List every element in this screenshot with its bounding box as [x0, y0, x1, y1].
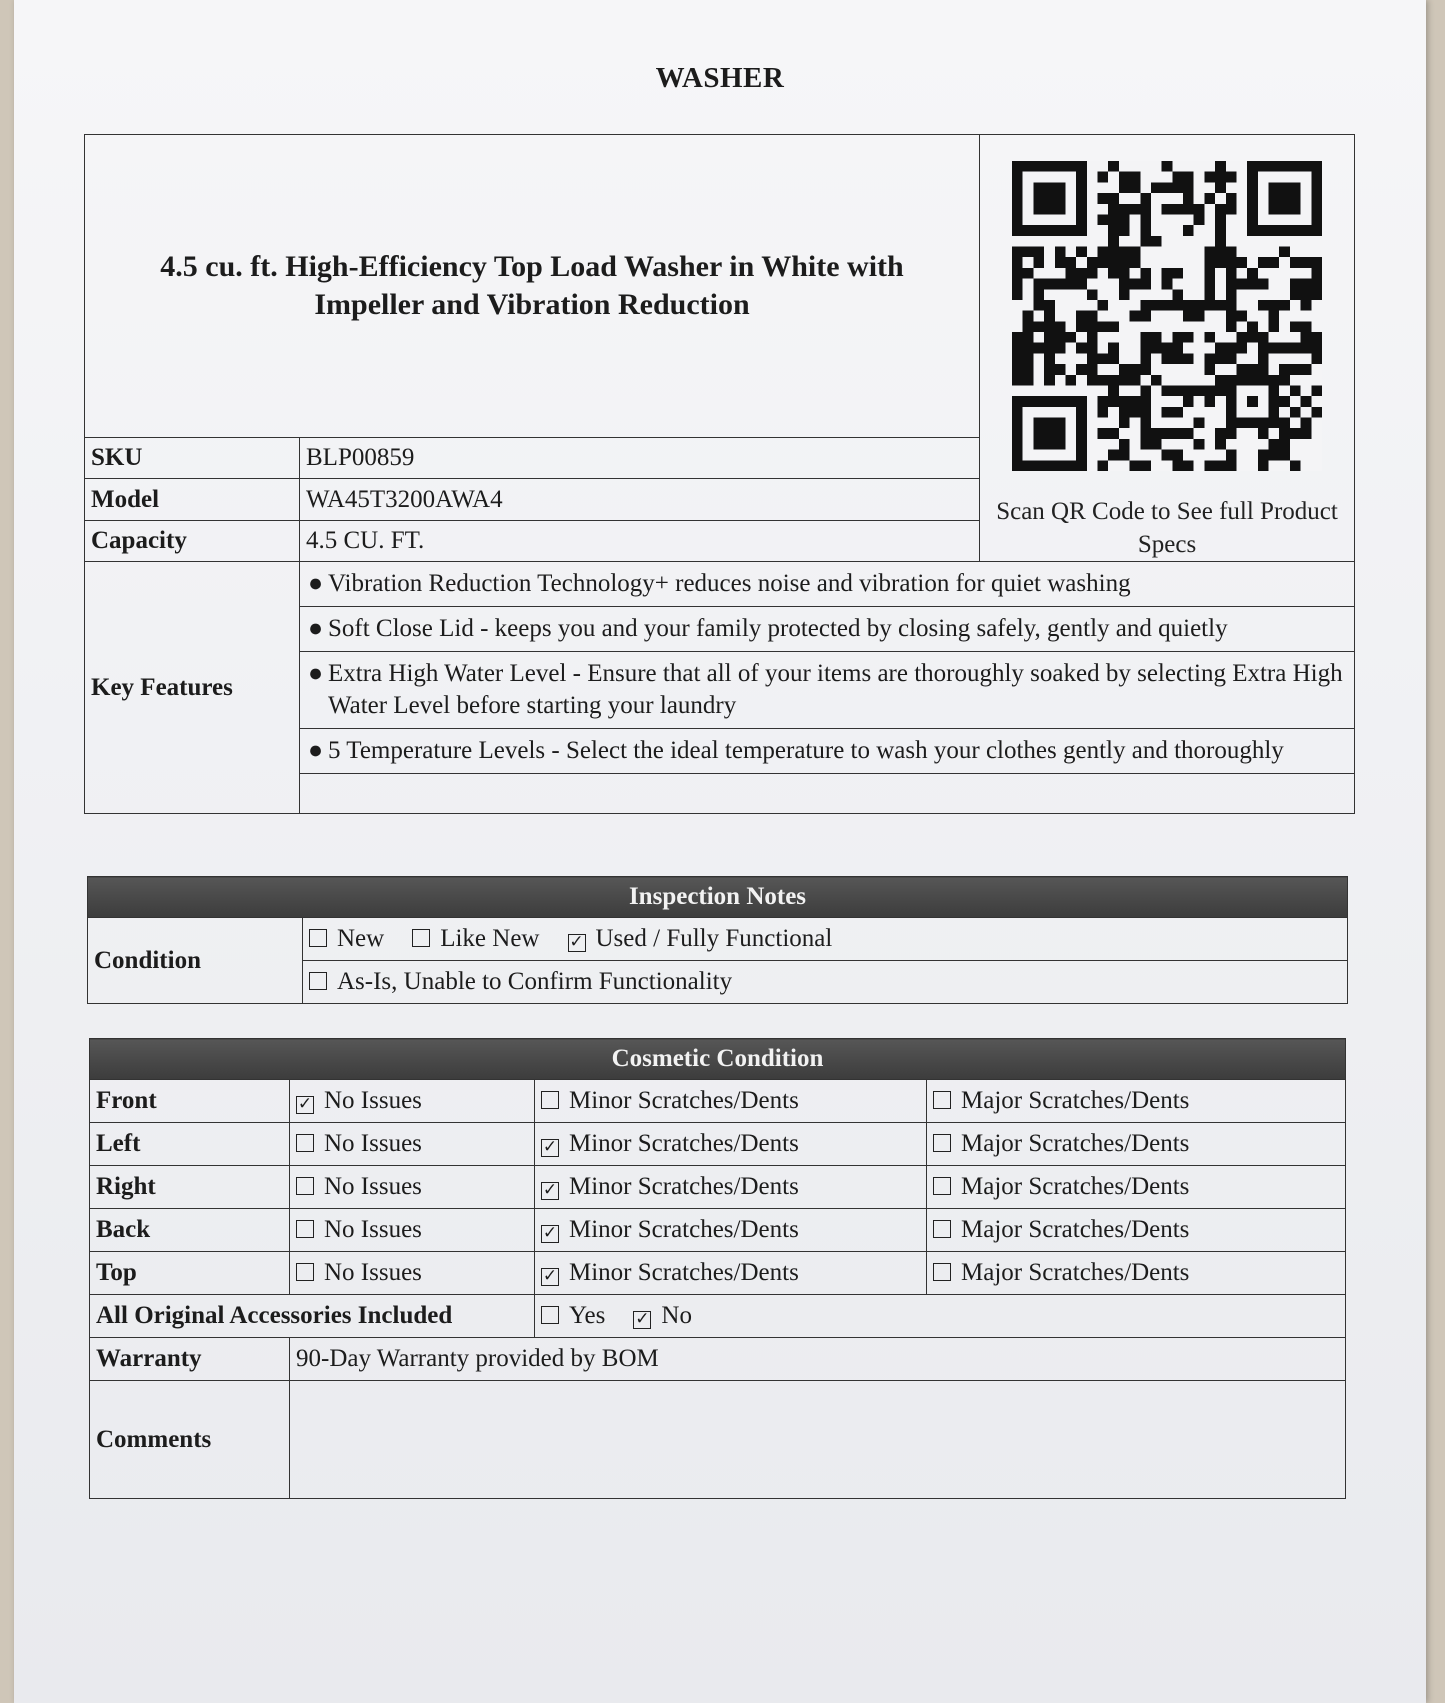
checkbox-icon[interactable]: [309, 929, 327, 947]
paper-sheet: [14, 0, 1426, 1703]
comments-field[interactable]: [290, 1381, 1346, 1499]
checkbox-icon[interactable]: ✓: [569, 932, 584, 952]
spec-label: SKU: [85, 438, 300, 479]
condition-option-like-new[interactable]: Like New: [412, 925, 539, 953]
cosmetic-area-label: Left: [90, 1123, 290, 1166]
option-minor[interactable]: ✓ Minor Scratches/Dents: [542, 1216, 799, 1243]
condition-option-new[interactable]: New: [309, 925, 384, 953]
cosmetic-option-major: [927, 1166, 1346, 1209]
checkbox-icon[interactable]: [296, 1220, 314, 1238]
feature-item-empty: [300, 774, 1355, 814]
bullet-icon: ●: [308, 660, 324, 687]
inspection-table: [87, 876, 1348, 1004]
checkbox-icon[interactable]: ✓: [542, 1137, 558, 1157]
feature-item: ● Extra High Water Level - Ensure that all of your items are thoroughly soaked by selecting Extra High Water Level before starting your laundry: [300, 652, 1355, 729]
feature-item: ● Vibration Reduction Technology+ reduces noise and vibration for quiet washing: [300, 562, 1355, 607]
checkbox-icon[interactable]: ✓: [542, 1180, 558, 1200]
feature-item: ● Soft Close Lid - keeps you and your family protected by closing safely, gently and quietly: [300, 607, 1355, 652]
cosmetic-option-minor: [535, 1080, 927, 1123]
qr-code-icon[interactable]: [1012, 161, 1322, 471]
condition-option-as-is[interactable]: As-Is, Unable to Confirm Functionality: [309, 968, 732, 996]
bullet-icon: ●: [308, 737, 324, 764]
option-no-issues[interactable]: No Issues: [296, 1216, 422, 1244]
accessories-no[interactable]: ✓ No: [635, 1302, 692, 1329]
option-major[interactable]: Major Scratches/Dents: [933, 1259, 1189, 1287]
checkbox-icon[interactable]: ✓: [542, 1266, 558, 1286]
warranty-label: Warranty: [90, 1338, 290, 1381]
condition-options-row: [303, 918, 1348, 961]
feature-row: [85, 562, 1355, 607]
checkbox-icon[interactable]: [296, 1263, 314, 1281]
cosmetic-row-back: [90, 1209, 1346, 1252]
document-title: WASHER: [655, 62, 785, 94]
cosmetic-row-right: [90, 1166, 1346, 1209]
cosmetic-option-no-issues: [290, 1123, 535, 1166]
spec-value: WA45T3200AWA4: [300, 479, 980, 520]
spec-value: BLP00859: [300, 438, 980, 479]
feature-item: ● 5 Temperature Levels - Select the ideal temperature to wash your clothes gently and thoroughly: [300, 729, 1355, 774]
cosmetic-option-major: [927, 1080, 1346, 1123]
checkbox-icon[interactable]: [933, 1263, 951, 1281]
product-title: 4.5 cu. ft. High-Efficiency Top Load Washer in White with Impeller and Vibration Reduction: [85, 135, 980, 438]
accessories-label: All Original Accessories Included: [90, 1295, 535, 1338]
spec-label: Model: [85, 479, 300, 520]
bullet-icon: ●: [308, 570, 324, 597]
spec-value: 4.5 CU. FT.: [300, 520, 980, 561]
condition-option-used[interactable]: ✓ Used / Fully Functional: [569, 925, 833, 952]
cosmetic-row-left: [90, 1123, 1346, 1166]
qr-caption: Scan QR Code to See full Product Specs: [996, 498, 1338, 558]
option-major[interactable]: Major Scratches/Dents: [933, 1130, 1189, 1158]
cosmetic-option-no-issues: [290, 1209, 535, 1252]
cosmetic-row-top: [90, 1252, 1346, 1295]
option-minor[interactable]: ✓ Minor Scratches/Dents: [542, 1130, 799, 1157]
checkbox-icon[interactable]: [933, 1177, 951, 1195]
cosmetic-option-minor: [535, 1166, 927, 1209]
option-no-issues[interactable]: No Issues: [296, 1173, 422, 1201]
bullet-icon: ●: [308, 615, 324, 642]
product-table: [84, 134, 1355, 814]
checkbox-icon[interactable]: [412, 929, 430, 947]
checkbox-icon[interactable]: ✓: [542, 1223, 558, 1243]
accessories-options: [535, 1295, 1346, 1338]
cosmetic-option-no-issues: [290, 1166, 535, 1209]
cosmetic-area-label: Front: [90, 1080, 290, 1123]
checkbox-icon[interactable]: [933, 1220, 951, 1238]
cosmetic-area-label: Right: [90, 1166, 290, 1209]
option-major[interactable]: Major Scratches/Dents: [933, 1216, 1189, 1244]
option-no-issues[interactable]: ✓ No Issues: [297, 1087, 422, 1114]
option-minor[interactable]: ✓ Minor Scratches/Dents: [542, 1173, 799, 1200]
condition-options-row: [303, 961, 1348, 1004]
option-minor[interactable]: ✓ Minor Scratches/Dents: [542, 1259, 799, 1286]
qr-cell: [980, 135, 1355, 562]
cosmetic-option-major: [927, 1209, 1346, 1252]
comments-label: Comments: [90, 1381, 290, 1499]
option-minor[interactable]: Minor Scratches/Dents: [541, 1087, 799, 1115]
checkbox-icon[interactable]: [541, 1091, 559, 1109]
option-major[interactable]: Major Scratches/Dents: [933, 1173, 1189, 1201]
checkbox-icon[interactable]: [933, 1091, 951, 1109]
cosmetic-row-front: [90, 1080, 1346, 1123]
cosmetic-area-label: Back: [90, 1209, 290, 1252]
cosmetic-option-minor: [535, 1123, 927, 1166]
accessories-yes[interactable]: Yes: [541, 1302, 605, 1330]
checkbox-icon[interactable]: [541, 1306, 559, 1324]
warranty-value: 90-Day Warranty provided by BOM: [290, 1338, 1346, 1381]
accessories-row: [90, 1295, 1346, 1338]
cosmetic-option-major: [927, 1123, 1346, 1166]
cosmetic-option-no-issues: [290, 1080, 535, 1123]
condition-label: Condition: [88, 918, 303, 1004]
cosmetic-header: Cosmetic Condition: [90, 1039, 1346, 1080]
checkbox-icon[interactable]: ✓: [635, 1309, 650, 1329]
cosmetic-option-minor: [535, 1209, 927, 1252]
checkbox-icon[interactable]: ✓: [297, 1094, 313, 1114]
cosmetic-option-major: [927, 1252, 1346, 1295]
option-major[interactable]: Major Scratches/Dents: [933, 1087, 1189, 1115]
cosmetic-table: [89, 1038, 1346, 1499]
cosmetic-option-minor: [535, 1252, 927, 1295]
inspection-header: Inspection Notes: [88, 877, 1348, 918]
checkbox-icon[interactable]: [296, 1134, 314, 1152]
option-no-issues[interactable]: No Issues: [296, 1130, 422, 1158]
cosmetic-option-no-issues: [290, 1252, 535, 1295]
checkbox-icon[interactable]: [933, 1134, 951, 1152]
cosmetic-area-label: Top: [90, 1252, 290, 1295]
key-features-label: Key Features: [85, 562, 300, 814]
checkbox-icon[interactable]: [296, 1177, 314, 1195]
checkbox-icon[interactable]: [309, 972, 327, 990]
spec-label: Capacity: [85, 520, 300, 561]
warranty-row: [90, 1338, 1346, 1381]
option-no-issues[interactable]: No Issues: [296, 1259, 422, 1287]
comments-row: [90, 1381, 1346, 1499]
